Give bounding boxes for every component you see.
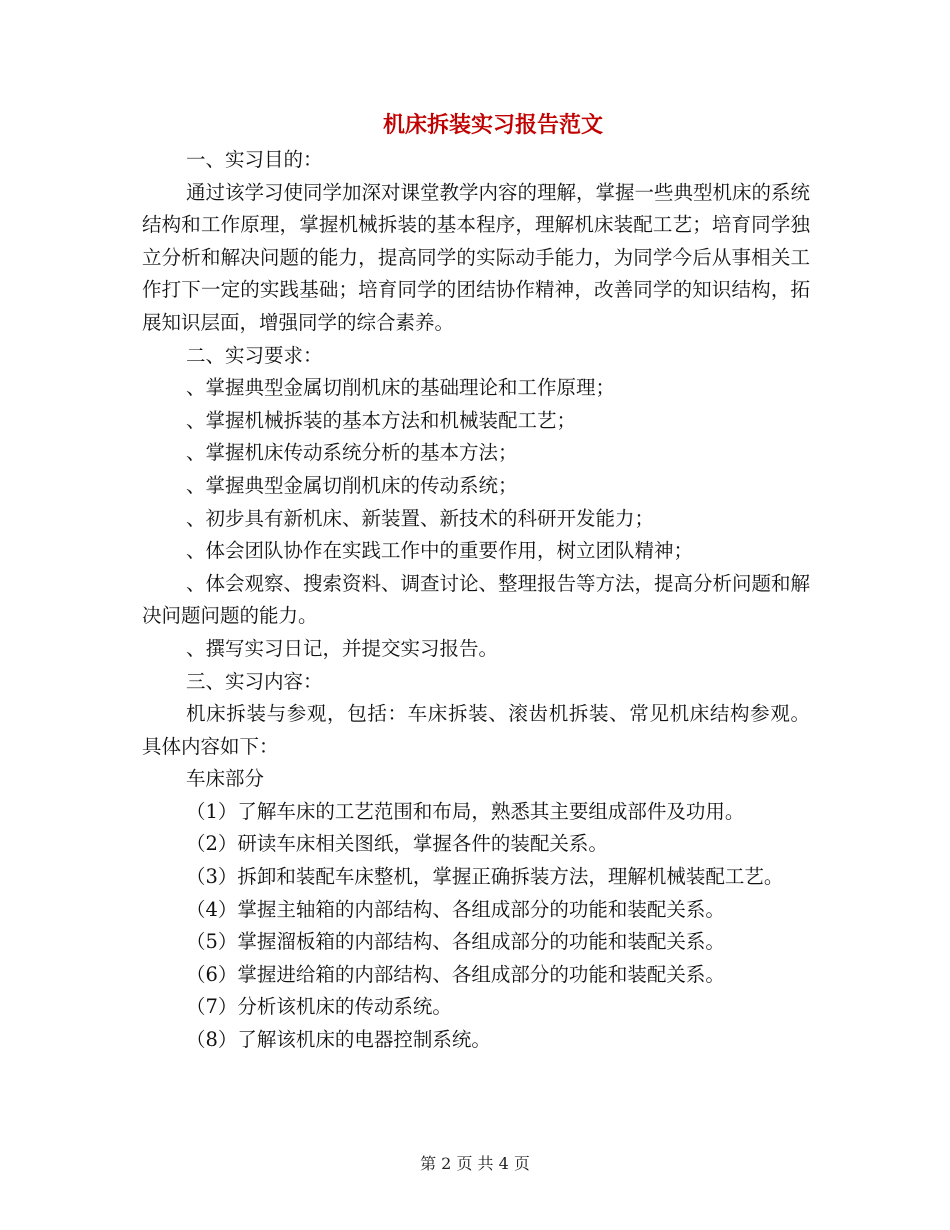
paragraph-purpose: 通过该学习使同学加深对课堂教学内容的理解，掌握一些典型机床的系统结构和工作原理，掌握机械拆装的基本程序，理解机床装配工艺；培育同学独立分析和解决问题的能力，提高同学的实际动手能力，为同学今后从事相关工作打下一定的实践基础；培育同学的团结协作精神，改善同学的知识结构，拓展知识层面，增强同学的综合素养。: [142, 180, 811, 334]
section-heading-requirements: 二、实习要求：: [186, 343, 323, 367]
lathe-task-item: （5）掌握溜板箱的内部结构、各组成部分的功能和装配关系。: [186, 930, 725, 954]
lathe-task-item: （6）掌握进给箱的内部结构、各组成部分的功能和装配关系。: [186, 962, 725, 986]
requirement-item: 、掌握机床传动系统分析的基本方法；: [186, 441, 518, 465]
requirement-item: 、撰写实习日记，并提交实习报告。: [186, 636, 499, 660]
section-heading-purpose: 一、实习目的：: [186, 148, 323, 171]
requirement-item: 、掌握典型金属切削机床的传动系统；: [186, 473, 518, 497]
page-title: 机床拆装实习报告范文: [382, 113, 603, 138]
lathe-task-item: （1）了解车床的工艺范围和布局，熟悉其主要组成部件及功用。: [186, 799, 745, 823]
requirement-item: 、掌握典型金属切削机床的基础理论和工作原理；: [186, 376, 616, 400]
requirement-item: 、体会观察、搜索资料、调查讨论、整理报告等方法，提高分析问题和解决问题问题的能力。: [142, 571, 811, 628]
requirement-item: 、初步具有新机床、新装置、新技术的科研开发能力；: [186, 506, 655, 530]
requirement-item: 、掌握机械拆装的基本方法和机械装配工艺；: [186, 408, 577, 432]
lathe-task-item: （7）分析该机床的传动系统。: [186, 995, 452, 1019]
document-body: [142, 144, 810, 1057]
lathe-task-item: （2）研读车床相关图纸，掌握各件的装配关系。: [186, 832, 608, 856]
requirement-item: 、体会团队协作在实践工作中的重要作用，树立团队精神；: [186, 539, 694, 563]
lathe-task-item: （8）了解该机床的电器控制系统。: [186, 1028, 491, 1052]
page-footer: 第 2 页 共 4 页: [420, 1154, 530, 1173]
lathe-task-item: （4）掌握主轴箱的内部结构、各组成部分的功能和装配关系。: [186, 897, 725, 921]
subsection-heading-lathe: 车床部分: [186, 767, 265, 791]
section-heading-content: 三、实习内容：: [186, 669, 323, 693]
lathe-task-item: （3）拆卸和装配车床整机，掌握正确拆装方法，理解机械装配工艺。: [186, 865, 784, 889]
paragraph-content-intro: 机床拆装与参观，包括：车床拆装、滚齿机拆装、常见机床结构参观。 具体内容如下：: [142, 702, 810, 758]
